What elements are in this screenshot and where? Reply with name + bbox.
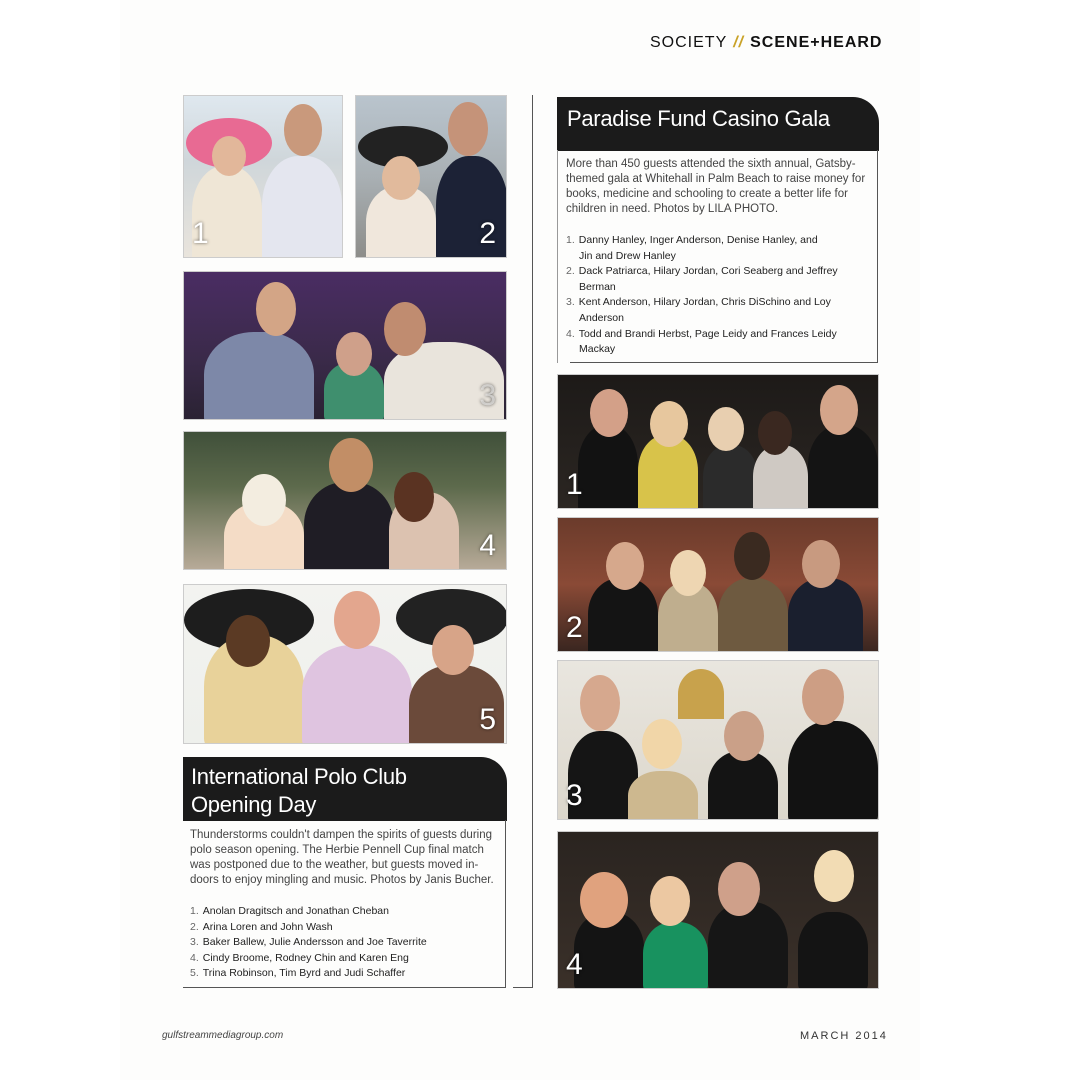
- polo-title-line1: International Polo Club: [191, 764, 407, 789]
- photo-figure-head: [242, 474, 286, 526]
- photo-figure-head: [814, 850, 854, 902]
- photo-figure: [302, 645, 412, 744]
- polo-intro: Thunderstorms couldn't dampen the spirits of guests during polo season opening. The Herbie Pennell Cup final match was postponed due to the weather, but guests moved in-doors to enjoy mingling and music. Photos by Janis Bucher.: [190, 829, 494, 886]
- credit-number: 3.: [566, 296, 575, 309]
- photo-figure-head: [384, 302, 426, 356]
- photo-number: 5: [479, 703, 496, 736]
- section-label: SOCIETY: [650, 34, 728, 51]
- photo-figure-head: [336, 332, 372, 376]
- photo-figure: [703, 445, 758, 509]
- photo-figure: [643, 922, 708, 989]
- photo-figure: [808, 425, 878, 509]
- photo-figure-head: [802, 669, 844, 725]
- credit-text: Anolan Dragitsch and Jonathan Cheban: [202, 905, 389, 917]
- art-deco-ornament: [678, 669, 724, 719]
- credit-number: 2.: [190, 920, 199, 933]
- polo-article-rule: [505, 820, 506, 988]
- photo-number: 4: [566, 948, 583, 981]
- credit-item: [190, 920, 502, 936]
- credit-number: 2.: [566, 265, 575, 278]
- column-divider: [532, 95, 533, 988]
- gala-credits-list: [566, 233, 874, 358]
- polo-title-line2: Opening Day: [191, 792, 317, 817]
- photo-figure-head: [226, 615, 270, 667]
- credit-number: 5.: [190, 967, 199, 980]
- photo-figure: [718, 578, 788, 652]
- credit-number: 1.: [566, 234, 575, 246]
- photo-figure-head: [650, 876, 690, 926]
- photo-figure-head: [718, 862, 760, 916]
- photo-figure-head: [820, 385, 858, 435]
- photo-figure-head: [212, 136, 246, 176]
- photo-number: 2: [566, 611, 583, 644]
- photo-figure-head: [329, 438, 373, 492]
- credit-item: [190, 904, 502, 920]
- photo-figure: [788, 578, 863, 652]
- polo-photo-4: [183, 431, 507, 570]
- gala-article-rule: [877, 150, 878, 363]
- credit-text-cont: Anderson: [579, 311, 624, 324]
- photo-number: 3: [566, 779, 583, 812]
- photo-figure-head: [284, 104, 322, 156]
- polo-photo-2: [355, 95, 507, 258]
- photo-figure-head: [580, 675, 620, 731]
- credit-number: 1.: [190, 905, 199, 917]
- credit-text-cont: Jin and Drew Hanley: [579, 249, 676, 262]
- photo-figure-head: [802, 540, 840, 588]
- photo-figure-head: [432, 625, 474, 675]
- credit-item: [566, 264, 874, 295]
- photo-number: 1: [192, 217, 209, 250]
- photo-figure: [708, 902, 788, 989]
- gala-intro: More than 450 guests attended the sixth annual, Gatsby-themed gala at Whitehall in Palm Beach to raise money for books, medicine and schooling to create a better life for children in need. Photos by LILA PHOTO.: [566, 158, 866, 215]
- photo-figure: [204, 332, 314, 420]
- credit-text: Trina Robinson, Tim Byrd and Judi Schaffer: [202, 967, 406, 980]
- photo-figure-head: [580, 872, 628, 928]
- photo-figure-head: [642, 719, 682, 769]
- photo-figure: [304, 482, 394, 570]
- gala-photo-4: [557, 831, 879, 989]
- gala-article-title: [557, 97, 879, 151]
- column-divider: [513, 987, 533, 988]
- polo-article-rule: [183, 987, 506, 988]
- credit-item: [566, 295, 874, 326]
- photo-figure: [436, 156, 507, 258]
- polo-photo-3: [183, 271, 507, 420]
- credit-number: 4.: [190, 951, 199, 964]
- photo-figure-head: [734, 532, 770, 580]
- credit-text: Arina Loren and John Wash: [202, 920, 333, 933]
- footer-issue-date: MARCH 2014: [800, 1030, 888, 1042]
- photo-figure-head: [606, 542, 644, 590]
- photo-figure: [753, 445, 808, 509]
- photo-figure: [262, 156, 342, 258]
- photo-figure-head: [256, 282, 296, 336]
- photo-number: 3: [479, 379, 496, 412]
- photo-figure-head: [650, 401, 688, 447]
- photo-number: 2: [479, 217, 496, 250]
- polo-photo-5: [183, 584, 507, 744]
- gala-photo-1: [557, 374, 879, 509]
- photo-figure: [798, 912, 868, 989]
- photo-figure-head: [708, 407, 744, 451]
- credit-text-cont: Mackay: [579, 343, 616, 356]
- photo-figure: [788, 721, 878, 820]
- polo-credits-list: [190, 904, 502, 982]
- credit-item: [190, 966, 502, 982]
- gala-article-rule: [557, 150, 558, 363]
- photo-figure: [708, 751, 778, 820]
- credit-text: Danny Hanley, Inger Anderson, Denise Hanley, and: [578, 234, 818, 246]
- photo-figure-head: [394, 472, 434, 522]
- gala-title: Paradise Fund Casino Gala: [567, 106, 830, 131]
- section-header: [650, 34, 882, 52]
- photo-number: 4: [479, 529, 496, 562]
- credit-number: 3.: [190, 936, 199, 949]
- credit-item: [190, 951, 502, 967]
- photo-figure-head: [334, 591, 380, 649]
- credit-item: [566, 233, 874, 264]
- credit-text: Kent Anderson, Hilary Jordan, Chris DiSchino and Loy: [578, 296, 831, 309]
- polo-photo-1: [183, 95, 343, 258]
- gala-article-rule: [570, 362, 878, 363]
- credit-text: Dack Patriarca, Hilary Jordan, Cori Seaberg and Jeffrey: [578, 265, 838, 278]
- credit-text: Cindy Broome, Rodney Chin and Karen Eng: [202, 951, 409, 964]
- photo-figure-head: [382, 156, 420, 200]
- photo-figure-head: [758, 411, 792, 455]
- subsection-label: SCENE+HEARD: [750, 34, 883, 51]
- polo-article-title: [183, 757, 507, 821]
- credit-number: 4.: [566, 327, 575, 340]
- gala-photo-3: [557, 660, 879, 820]
- photo-figure-head: [670, 550, 706, 596]
- credit-item: [190, 935, 502, 951]
- photo-figure: [578, 425, 638, 509]
- section-separator: //: [733, 34, 745, 51]
- photo-figure-head: [590, 389, 628, 437]
- photo-figure-head: [448, 102, 488, 156]
- photo-figure: [628, 771, 698, 820]
- gala-photo-2: [557, 517, 879, 652]
- credit-text: Todd and Brandi Herbst, Page Leidy and Frances Leidy: [578, 327, 837, 340]
- credit-item: [566, 327, 874, 358]
- credit-text: Baker Ballew, Julie Andersson and Joe Taverrite: [202, 936, 427, 949]
- photo-figure-head: [724, 711, 764, 761]
- footer-website: gulfstreammediagroup.com: [162, 1030, 284, 1041]
- credit-text-cont: Berman: [579, 280, 616, 293]
- photo-number: 1: [566, 468, 583, 501]
